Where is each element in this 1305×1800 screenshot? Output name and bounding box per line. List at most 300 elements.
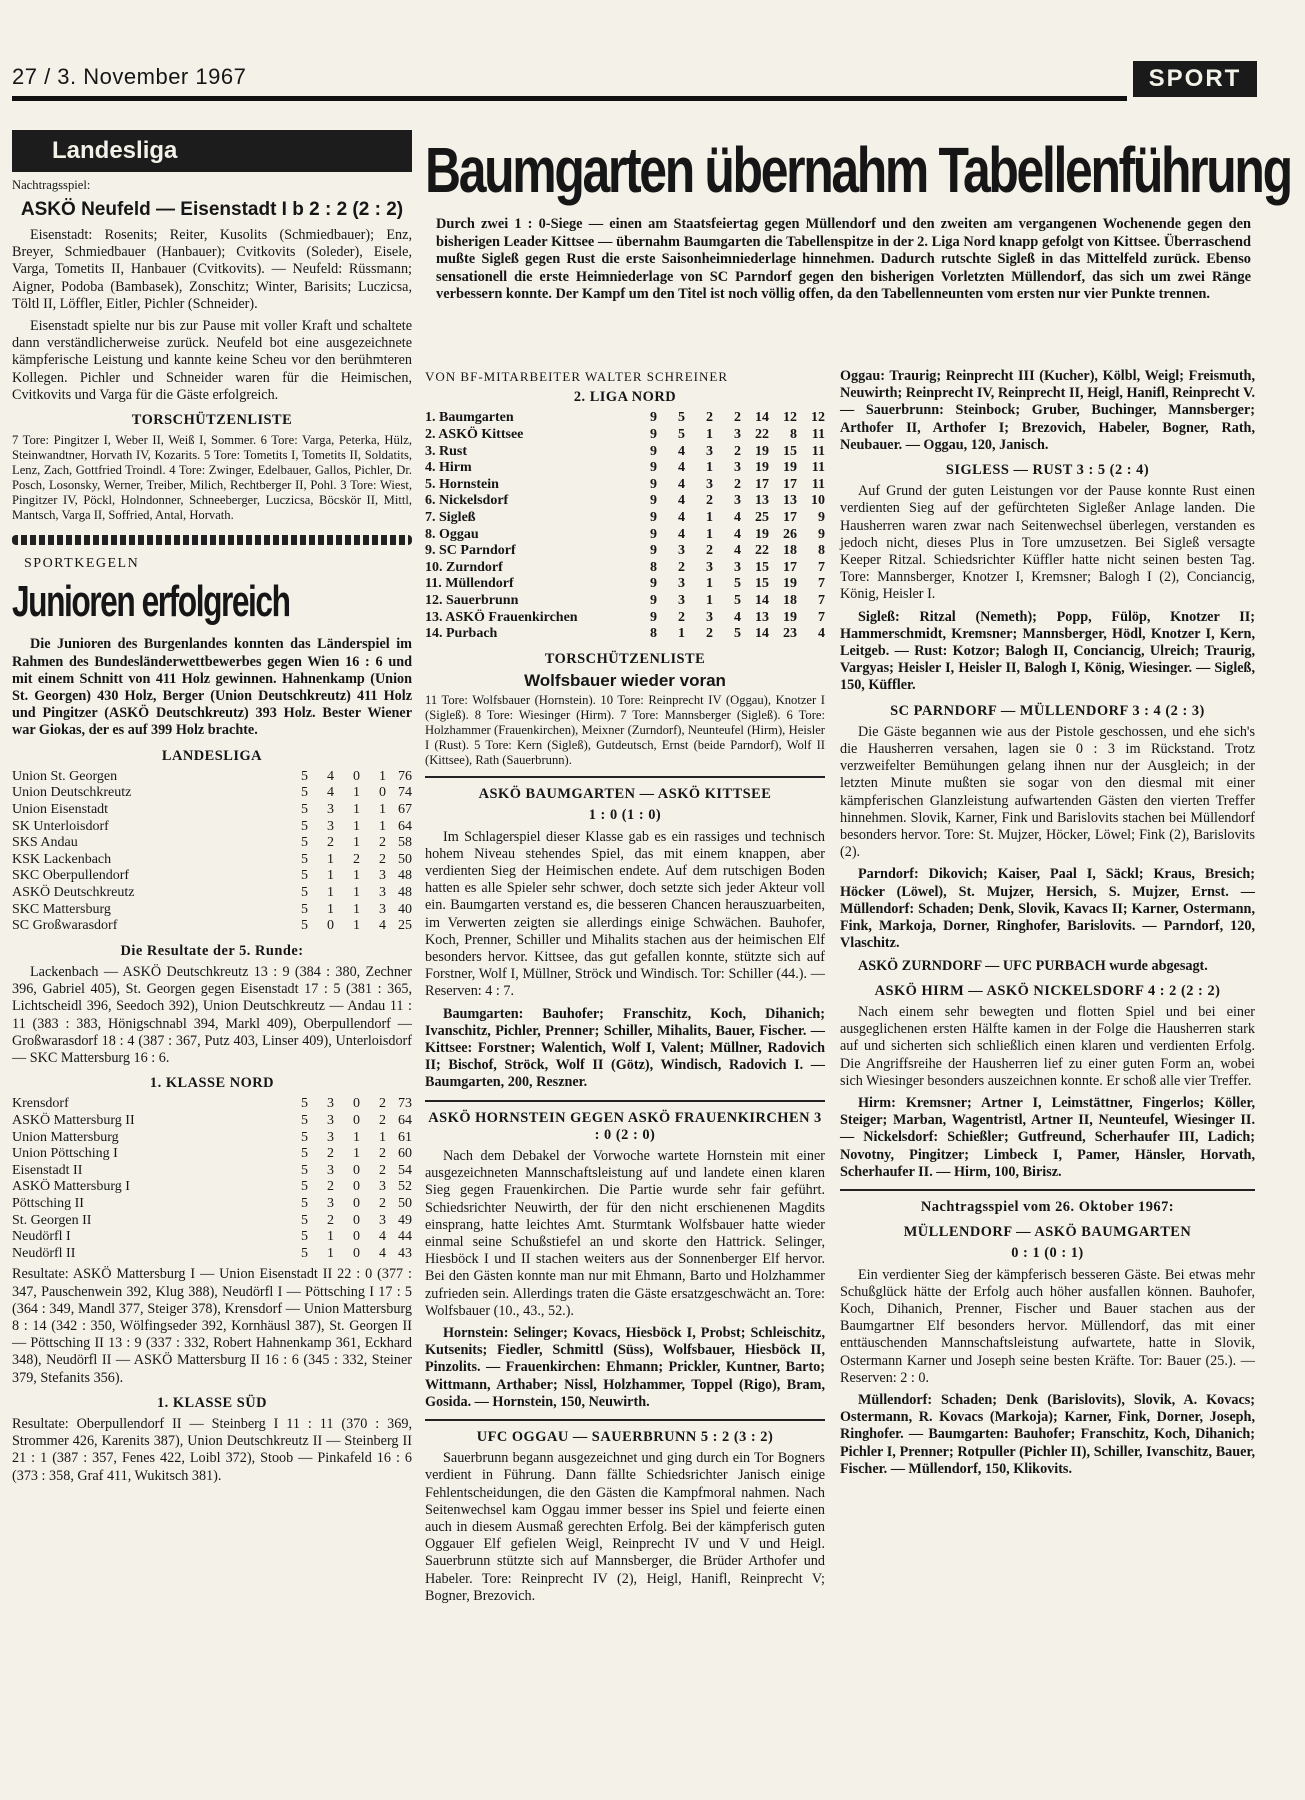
table-value: 1 [327, 868, 334, 884]
table-row [425, 510, 825, 527]
team-name: 1. Baumgarten [425, 410, 514, 426]
match2-title: ASKÖ HORNSTEIN GEGEN ASKÖ FRAUENKIRCHEN 3 : 0 (2 : 0) [428, 1109, 822, 1143]
table-value: 25 [755, 509, 769, 525]
table-value: 8 [790, 427, 797, 442]
table-value: 13 [783, 493, 797, 509]
table-value: 3 [678, 543, 685, 559]
table-row [12, 1163, 412, 1180]
table-value: 54 [398, 1162, 412, 1178]
table-value: 2 [734, 443, 741, 459]
table-value: 4 [379, 918, 386, 934]
table-value: 4 [678, 443, 685, 459]
table-value: 11 [811, 443, 825, 459]
table-value: 9 [650, 443, 657, 459]
table-value: 2 [734, 476, 741, 492]
table-value: 2 [678, 559, 685, 575]
table-row [425, 493, 825, 510]
team-name: 3. Rust [425, 443, 468, 459]
table-value: 3 [327, 802, 334, 818]
table-row [425, 576, 825, 593]
table-value: 49 [398, 1212, 412, 1228]
table-value: 67 [398, 802, 412, 818]
table-value: 19 [783, 609, 797, 625]
team-name: Union Eisenstadt [12, 802, 109, 818]
resultate-text: Lackenbach — ASKÖ Deutschkreutz 13 : 9 (384 : 380, Zechner 396, Gabriel 405), St. Georgen gegen Eisenstadt 17 : 5 (381 : 365, Lichtscheidl 396, Seedoch 392), Union Deutschkreutz — Andau 11 : 11 (383 : 383, Hönigschnabl 394, Markl 409), Oberpullendorf — Großwarasdorf 18 : 4 (387 : 367, Putz 403, Linser 409), Unterloisdorf — SKC Mattersburg 16 : 6. [12, 964, 412, 1067]
table-value: 5 [734, 626, 741, 642]
table-value: 3 [734, 559, 741, 575]
table-value: 40 [398, 901, 412, 917]
table-value: 1 [353, 885, 360, 901]
team-name: SKC Oberpullendorf [12, 868, 130, 884]
table-value: 1 [379, 768, 386, 784]
team-name: 8. Oggau [425, 526, 479, 542]
right-column [840, 368, 1255, 1483]
team-name: 12. Sauerbrunn [425, 592, 519, 608]
table-value: 1 [353, 868, 360, 884]
team-name: 11. Müllendorf [425, 576, 514, 592]
match5-lineup: Parndorf: Dikovich; Kaiser, Paal I, Säckl; Kraus, Bresich; Höcker (Löwel), St. Mujzer, Hersich, S. Mujzer, Ernst. — Müllendorf: Schaden; Denk, Slovik, Kavacs II; Karner, Ostermann, Fink, Markoja, Dorner, Ringhofer, Barislovits. — Parndorf, 120, Vlaschitz. [840, 866, 1255, 952]
table-value: 43 [398, 1245, 412, 1261]
table-value: 48 [398, 885, 412, 901]
landesliga-heading: LANDESLIGA [161, 747, 263, 764]
match1-report: Im Schlagerspiel dieser Klasse gab es ein rassiges und technisch hohem Niveau stehendes Spiel, das mit einem knappen, aber verdienten Sieg der Heimischen endete. Auf dem rutschigen Boden hatten es alle Spieler sehr schwer, doch setzte sich jeder Akteur voll ein. Baumgarten verstand es, die besseren Chancen herauszuarbeiten, im Verwerten zeigten sie allerdings einige Schwächen. Bauhofer, Koch, Prenner, Schiller und Mihalits stachen aus der heimischen Elf besonders hervor. Kittsee, das gut gefallen konnte, stützte sich auf Forstner, Wolf I, Müllner, Ströck und Windisch. Tor: Schiller (44.). — Reserven: 4 : 7. [425, 828, 825, 1000]
table-value: 7 [818, 559, 825, 575]
team-name: Pöttsching II [12, 1195, 84, 1211]
table-value: 5 [301, 1129, 308, 1145]
table-value: 11 [811, 476, 825, 492]
resultate-heading: Die Resultate der 5. Runde: [120, 942, 304, 959]
table-value: 2 [706, 543, 713, 559]
match5-title: SC PARNDORF — MÜLLENDORF 3 : 4 (2 : 3) [890, 702, 1205, 719]
table-value: 9 [650, 427, 657, 442]
table-row [12, 868, 412, 885]
table-value: 2 [327, 835, 334, 851]
team-name: 7. Sigleß [425, 509, 476, 525]
klasse-sued-heading: 1. KLASSE SÜD [156, 1394, 268, 1411]
table-row [12, 885, 412, 902]
table-value: 7 [818, 609, 825, 625]
table-value: 0 [353, 1195, 360, 1211]
table-value: 2 [379, 1096, 386, 1112]
table-value: 22 [755, 427, 769, 442]
table-value: 74 [398, 785, 412, 801]
table-value: 1 [353, 802, 360, 818]
table-value: 7 [818, 576, 825, 592]
table-value: 5 [301, 1245, 308, 1261]
table-value: 5 [301, 1195, 308, 1211]
table-value: 5 [301, 918, 308, 934]
table-value: 50 [398, 1195, 412, 1211]
table-value: 0 [353, 1162, 360, 1178]
table-value: 1 [353, 918, 360, 934]
team-name: SK Unterloisdorf [12, 818, 109, 834]
table-value: 44 [398, 1229, 412, 1245]
table-value: 0 [327, 918, 334, 934]
table-value: 5 [734, 576, 741, 592]
table-value: 5 [301, 885, 308, 901]
klasse-nord-results: Resultate: ASKÖ Mattersburg I — Union Eisenstadt II 22 : 0 (377 : 347, Pauschenwein 392, Klug 388), Neudörfl I — Pöttsching I 17 : 5 (364 : 349, Mandl 377, Steiger 378), Krensdorf — Union Mattersburg 8 : 14 (342 : 350, Wölfingseder 392, Kornhäusl 387), St. Georgen II — Pöttsching II 13 : 9 (337 : 332, Robert Hahnenkamp 361, Eckhard 348), Neudörfl II — ASKÖ Mattersburg II 16 : 6 (345 : 332, Steiner 379, Stefanits 356). [12, 1266, 412, 1386]
table-row [12, 1179, 412, 1196]
table-row [12, 1096, 412, 1113]
table-value: 15 [783, 443, 797, 459]
table-value: 2 [379, 1195, 386, 1211]
table-value: 3 [678, 576, 685, 592]
table-row [12, 1130, 412, 1147]
table-value: 1 [327, 1245, 334, 1261]
table-value: 9 [650, 543, 657, 559]
table-value: 8 [818, 543, 825, 559]
match7-lineup: Hirm: Kremsner; Artner I, Leimstättner, Fingerlos; Köller, Steiger; Marban, Wagentristl, Artner II, Neunteufel, Wiesinger II. — Nickelsdorf: Schießler; Gutfreund, Scherhaufer III, Ladich; Novotny, Pingitzer; Limbeck I, Pamer, Hänsler, Horvath, Scherhaufer II. — Hirm, 100, Birisz. [840, 1094, 1255, 1180]
match2-lineup: Hornstein: Selinger; Kovacs, Hiesböck I, Probst; Schleischitz, Kutsenits; Fiedler, Schmittl (Süss), Wolfsbauer, Hiesböck II, Pinzolits. — Frauenkirchen: Ehmann; Prickler, Kuntner, Barto; Wittmann, Arthaber; Nissl, Holzhammer, Toppel (Rigo), Bram, Gosida. — Hornstein, 150, Neuwirth. [425, 1325, 825, 1410]
match1-title: ASKÖ BAUMGARTEN — ASKÖ KITTSEE [478, 786, 772, 803]
table-value: 61 [398, 1129, 412, 1145]
table-value: 0 [353, 768, 360, 784]
table-value: 64 [398, 1113, 412, 1129]
table-row [12, 769, 412, 786]
match8-report: Ein verdienter Sieg der kämpferisch besseren Gäste. Bei etwas mehr Schußglück hätte der Erfolg auch höher ausfallen können. Bauhofer, Koch, Dihanich, Prenner, Fischer und Bauer stachen aus der Baumgartner Elf besonders hervor. Müllendorf, das mit einer enttäuschenden Mannschaftsleistung aufwartete, hatte in Slovik, Ostermann Karner und Joseph seine besten Kräfte. Tor: Bauer (25.). — Reserven: 2 : 0. [840, 1266, 1255, 1386]
table-value: 9 [650, 509, 657, 525]
match7-report: Nach einem sehr bewegten und flotten Spiel und bei einer ausgeglichenen ersten Hälfte kamen in der Folge die Hausherren stark auf und sicherten sich schließlich einen klaren und verdienten Erfolg. Die Angriffsreihe der Hausherren lief zu einer guten Form an, wobei sich Wiesinger besonders auszeichnen konnte. Er schoß alle vier Treffer. [840, 1003, 1255, 1089]
table-value: 3 [379, 1212, 386, 1228]
kegel-kicker: SPORTKEGELN [24, 556, 140, 572]
table-row [12, 852, 412, 869]
oggau-lineup: Oggau: Traurig; Reinprecht III (Kucher), Kölbl, Weigl; Freismuth, Neuwirth; Reinprecht IV, Reinprecht II, Heigl, Hanifl, Reinprecht V. — Sauerbrunn: Steinbock; Gruber, Buchinger, Mannsberger; Arthofer II, Arthofer I; Brezovich, Habeler, Bogner, Rath, Neubauer. — Oggau, 120, Janisch. [840, 368, 1255, 453]
table-row [425, 543, 825, 560]
table-row [425, 610, 825, 627]
table-value: 5 [301, 768, 308, 784]
table-value: 15 [755, 559, 769, 575]
table-value: 3 [734, 427, 741, 442]
table-value: 14 [755, 410, 769, 426]
table-value: 9 [818, 526, 825, 542]
table-value: 4 [818, 626, 825, 642]
table-value: 5 [301, 1179, 308, 1195]
scorers-list: 7 Tore: Pingitzer I, Weber II, Weiß I, Sommer. 6 Tore: Varga, Peterka, Hülz, Steinwandtner, Horvath IV, Kozarits. 5 Tore: Tometits I, Tometits II, Soldatits, Lenz, Zach, Gottfried Troindl. 4 Tore: Zwinger, Edelbauer, Gallos, Pichler, Dr. Posch, Losonsky, Werner, Treiber, Milich, Rechtberger II, Pohl. 3 Tore: Wiest, Pingitzer IV, Pöckl, Holndonner, Schneeberger, Luczicsa, Böcskör II, Mittl, Mantsch, Varga II, Soffried, Antal, Horvath. [12, 433, 412, 523]
table-value: 3 [379, 885, 386, 901]
match8-lineup: Müllendorf: Schaden; Denk (Barislovits), Slovik, A. Kovacs; Ostermann, R. Kovacs (Markoja); Karner, Fink, Dorner, Joseph, Ringhofer. — Baumgarten: Bauhofer; Franschitz, Koch, Dihanich; Pichler I, Prenner; Rotpuller (Pichler II), Schiller, Ivanschitz, Bauer, Fischer. — Müllendorf, 150, Klikovits. [840, 1391, 1255, 1477]
left-column [12, 130, 412, 1490]
table-row [12, 1196, 412, 1213]
table-row [425, 560, 825, 577]
team-name: 4. Hirm [425, 460, 472, 476]
table-row [425, 593, 825, 610]
table-row [12, 819, 412, 836]
table-value: 9 [650, 410, 657, 426]
table-value: 0 [353, 1229, 360, 1245]
table-value: 8 [650, 559, 657, 575]
klasse-nord-table [12, 1096, 412, 1262]
table-value: 1 [327, 885, 334, 901]
table-value: 73 [398, 1096, 412, 1112]
table-value: 4 [678, 460, 685, 476]
table-value: 18 [783, 592, 797, 608]
table-value: 19 [783, 460, 797, 476]
team-name: 13. ASKÖ Frauenkirchen [425, 609, 578, 625]
table-value: 4 [678, 493, 685, 509]
table-value: 0 [353, 1113, 360, 1129]
table-row [425, 427, 825, 444]
table-value: 1 [353, 785, 360, 801]
table-value: 5 [301, 1212, 308, 1228]
team-name: St. Georgen II [12, 1212, 92, 1228]
table-value: 1 [706, 576, 713, 592]
table-value: 9 [650, 592, 657, 608]
table-value: 0 [353, 1245, 360, 1261]
main-lead: Durch zwei 1 : 0-Siege — einen am Staatsfeiertag gegen Müllendorf und den zweiten am vergangenen Wochenende gegen den bisherigen Leader Kittsee — übernahm Baumgarten die Tabellenspitze in der 2. Liga Nord knapp gefolgt von Kittsee. Überraschend mußte Sigleß gegen Rust die erste Saisonheimniederlage hinnehmen. Dadurch rutschte Sigleß in das Mittelfeld zurück. Ebenso sensationell die erste Heimniederlage von SC Parndorf gegen den bisherigen Vorletzten Müllendorf, das sich um zwei Ränge verbessern konnte. Der Kampf um den Titel ist noch völlig offen, da den Tabellenneunten vom ersten nur vier Punkte trennen. [436, 216, 1251, 303]
table-row [425, 444, 825, 461]
table-value: 50 [398, 851, 412, 867]
team-name: ASKÖ Mattersburg I [12, 1179, 130, 1195]
table-value: 5 [678, 410, 685, 426]
table-value: 3 [379, 868, 386, 884]
table-value: 2 [706, 493, 713, 509]
main-headline: Baumgarten übernahm Tabellenführung [425, 134, 1291, 206]
kegel-lead: Die Junioren des Burgenlandes konnten das Länderspiel im Rahmen des Bundesländerwettbewerbes gegen Wien 16 : 6 und mit einem Schnitt von 411 Holz gewinnen. Hahnenkamp (Union St. Georgen) 430 Holz, Berger (Union Deutschkreutz) 411 Holz und Pingitzer (ASKÖ Deutschkreutz) 393 Holz. Bester Wiener war Giokas, der es auf 399 Holz brachte. [12, 636, 412, 739]
table-value: 4 [678, 476, 685, 492]
table-value: 0 [353, 1212, 360, 1228]
table-value: 11 [811, 460, 825, 476]
table-value: 1 [706, 592, 713, 608]
table-value: 9 [650, 576, 657, 592]
table-value: 19 [783, 576, 797, 592]
table-value: 2 [327, 1146, 334, 1162]
table-value: 2 [327, 1212, 334, 1228]
table-value: 5 [301, 835, 308, 851]
table-value: 9 [650, 526, 657, 542]
team-name: Neudörfl II [12, 1245, 76, 1261]
klasse-sued-results: Resultate: Oberpullendorf II — Steinberg I 11 : 11 (370 : 369, Strommer 426, Karenits 387), Union Deutschkreutz II — Steinberg II 21 : 1 (387 : 357, Fenes 422, Loibl 372), Stoob — Pinkafeld 16 : 6 (373 : 358, Graf 411, Wukitsch 381). [12, 1415, 412, 1484]
table-value: 5 [301, 818, 308, 834]
table-value: 19 [755, 526, 769, 542]
table-value: 0 [353, 1179, 360, 1195]
main-scorers-list: 11 Tore: Wolfsbauer (Hornstein). 10 Tore: Reinprecht IV (Oggau), Knotzer I (Sigleß). 8 Tore: Wiesinger (Hirm). 7 Tore: Mannsberger (Sigleß). 6 Tore: Holzhammer (Frauenkirchen), Meixner (Zurndorf), Neunteufel (Hirm), Heisler I (Rust). 5 Tore: Kern (Sigleß), Gutdeutsch, Ernst (beide Parndorf), Wolf II (Kittsee), Rath (Sauerbrunn). [425, 693, 825, 768]
team-name: Union Pöttsching I [12, 1146, 118, 1162]
table-value: 48 [398, 868, 412, 884]
table-value: 2 [379, 1113, 386, 1129]
team-name: Union Deutschkreutz [12, 785, 132, 801]
table-value: 18 [783, 543, 797, 559]
table-value: 1 [379, 802, 386, 818]
match7-title: ASKÖ HIRM — ASKÖ NICKELSDORF 4 : 2 (2 : 2) [874, 982, 1221, 999]
landesliga-table [12, 769, 412, 935]
team-name: Union Mattersburg [12, 1129, 119, 1145]
table-value: 5 [678, 427, 685, 442]
table-value: 2 [706, 410, 713, 426]
match8-score: 0 : 1 (0 : 1) [1011, 1245, 1084, 1262]
table-value: 9 [650, 460, 657, 476]
table-value: 3 [327, 1129, 334, 1145]
table-value: 1 [353, 835, 360, 851]
match-lineups: Eisenstadt: Rosenits; Reiter, Kusolits (Schmiedbauer); Enz, Breyer, Schmiedbauer (Hanbauer); Cvitkovits (Soleder), Eisele, Varga, Tometits II, Hanbauer (Cvitkovits). — Neufeld: Rüssmann; Aigner, Podoba (Bambasek), Zonschitz; Winter, Barisits; Luczicsa, Töltl II, Löffler, Eitler, Pichler (Schneider). [12, 227, 412, 312]
table-value: 5 [301, 785, 308, 801]
match5-report: Die Gäste begannen wie aus der Pistole geschossen, und ehe sich's die Hausherren versahen, lagen sie 0 : 3 im Rückstand. Trotz verzweifelter Bemühungen gelang ihnen nur der Ausgleich; in der letzten Minute mußten sie sogar von den diesmal mit einer kämpferischen Glanzleistung aufwartenden Gästen den vierten Treffer hinnehmen. Slovik, Karner, Fink und Barislovits stachen bei Müllendorf besonders hervor. Tore: St. Mujzer, Höcker, Löwel; Fink (2), Barislovits (2). [840, 723, 1255, 861]
table-value: 9 [650, 609, 657, 625]
table-row [425, 477, 825, 494]
table-row [12, 802, 412, 819]
table-value: 58 [398, 835, 412, 851]
table-value: 1 [379, 818, 386, 834]
table-value: 1 [353, 1146, 360, 1162]
table-value: 13 [755, 493, 769, 509]
table-value: 26 [783, 526, 797, 542]
table-value: 9 [650, 493, 657, 509]
table-value: 4 [678, 526, 685, 542]
table-value: 2 [734, 410, 741, 426]
section-badge: SPORT [1133, 61, 1257, 97]
table-value: 3 [706, 443, 713, 459]
team-name: KSK Lackenbach [12, 851, 112, 867]
table-value: 2 [379, 1146, 386, 1162]
table-value: 5 [301, 851, 308, 867]
table-value: 17 [783, 476, 797, 492]
table-value: 3 [327, 1096, 334, 1112]
main-scorers-subhead: Wolfsbauer wieder voran [524, 670, 726, 690]
table-value: 14 [755, 626, 769, 642]
klasse-nord-heading: 1. KLASSE NORD [149, 1075, 275, 1092]
table-row [12, 835, 412, 852]
divider [425, 776, 825, 778]
table-value: 1 [706, 509, 713, 525]
divider [840, 1189, 1255, 1191]
table-value: 1 [379, 1129, 386, 1145]
table-value: 5 [301, 868, 308, 884]
table-value: 0 [353, 1096, 360, 1112]
table-value: 5 [301, 802, 308, 818]
table-value: 1 [706, 427, 713, 442]
scorers-heading: TORSCHÜTZENLISTE [131, 412, 293, 429]
table-value: 3 [734, 460, 741, 476]
nachtrag-label: Nachtragsspiel: [12, 178, 91, 192]
table-value: 5 [301, 1113, 308, 1129]
table-row [425, 626, 825, 643]
issue-date: 27 / 3. November 1967 [12, 64, 247, 89]
table-value: 60 [398, 1146, 412, 1162]
table-value: 17 [783, 509, 797, 525]
table-value: 5 [734, 592, 741, 608]
team-name: ASKÖ Deutschkreutz [12, 885, 135, 901]
team-name: 2. ASKÖ Kittsee [425, 427, 524, 442]
divider [425, 1419, 825, 1421]
team-name: 6. Nickelsdorf [425, 493, 509, 509]
masthead [12, 64, 1257, 100]
table-value: 2 [353, 851, 360, 867]
table-row [12, 1229, 412, 1246]
table-value: 5 [301, 901, 308, 917]
table-value: 2 [379, 1162, 386, 1178]
table-value: 25 [398, 918, 412, 934]
table-value: 15 [755, 576, 769, 592]
table-row [12, 1113, 412, 1130]
match4-title: SIGLESS — RUST 3 : 5 (2 : 4) [945, 462, 1150, 479]
table-value: 17 [783, 559, 797, 575]
table-value: 5 [301, 1162, 308, 1178]
table-value: 9 [650, 476, 657, 492]
team-name: SC Großwarasdorf [12, 918, 118, 934]
team-name: Krensdorf [12, 1096, 69, 1112]
byline: VON BF-MITARBEITER WALTER SCHREINER [425, 369, 728, 384]
table-value: 1 [327, 901, 334, 917]
table-value: 4 [734, 526, 741, 542]
table-value: 4 [327, 768, 334, 784]
table-value: 3 [678, 592, 685, 608]
match2-report: Nach dem Debakel der Vorwoche wartete Hornstein mit einer ausgezeichneten Mannschaftsleistung auf und landete einen klaren Sieg gegen Frauenkirchen. Die Partie wurde sehr fair geführt. Schiedsrichter Neuwirth, der für den nicht erschienenen Magdits einsprang, hatte leichtes Amt. Sturmtank Wolfsbauer hatte wieder einmal seine Schußstiefel an und skorte den Hattrick. Selinger, Hiesböck I und II stachen weiters aus der Sonnenberger Elf hervor. Bei den Gästen konnte man nur mit Ehmann, Barto und Holzhammer zufrieden sein. Allerdings traten die Gäste ersatzgeschwächt an. Tore: Wolfsbauer (10., 43., 52.). [425, 1147, 825, 1319]
table-value: 4 [327, 785, 334, 801]
match-headline: ASKÖ Neufeld — Eisenstadt I b 2 : 2 (2 : 2) [20, 199, 404, 220]
table-value: 17 [755, 476, 769, 492]
match3-title: UFC OGGAU — SAUERBRUNN 5 : 2 (3 : 2) [476, 1429, 774, 1446]
table-value: 7 [818, 592, 825, 608]
table-value: 52 [398, 1179, 412, 1195]
team-name: ASKÖ Mattersburg II [12, 1113, 135, 1129]
masthead-rule [12, 96, 1127, 101]
match4-report: Auf Grund der guten Leistungen vor der Pause konnte Rust einen verdienten Sieg auf der gefürchteten Sigleßer Anlage landen. Die Hausherren waren zwar nach Seitenwechsel überlegen, verstanden es jedoch nicht, dieses Plus in Tore umzusetzen. Bei Sigleß versagte Keeper Ritzal. Schiedsrichter Küffler hatte nicht seinen besten Tag. Tore: Mannsberger, Knotzer I, Kremsner; Balogh I (2), Conciancig, König, Heisler I. [840, 483, 1255, 603]
table-value: 4 [379, 1229, 386, 1245]
team-name: 10. Zurndorf [425, 559, 503, 575]
match3-report: Sauerbrunn begann ausgezeichnet und ging durch ein Tor Bogners verdient in Führung. Dann fällte Schiedsrichter Janisch einige Fehlentscheidungen, die den Gästen die Kampfmoral nahmen. Nach Seitenwechsel kam Oggau immer besser ins Spiel und feierte einen auch in diesem Ausmaß gerechten Erfolg. Bei der kämpferisch guten Oggauer Elf gefielen Weigl, Reinprecht IV und V und Heigl. Sauerbrunn stützte sich auf Mannsberger, die Brüder Arthofer und Habeler. Tore: Reinprecht IV (2), Heigl, Hanifl, Reinprecht V; Bogner, Brezovich. [425, 1450, 825, 1604]
table-value: 4 [379, 1245, 386, 1261]
table-value: 0 [379, 785, 386, 801]
table-value: 4 [678, 509, 685, 525]
match4-lineup: Sigleß: Ritzal (Nemeth); Popp, Fülöp, Knotzer II; Hammerschmidt, Kremsner; Mannsberger, Hödl, Knotzer I, Kern, Leitgeb. — Rust: Kotzor; Balogh II, Conciancig, Ulreich; Traurig, Vargyas; Heisler I, Heisler II, Balogh I, König, Wiesinger. — Sigleß, 150, Küffler. [840, 608, 1255, 694]
table-value: 1 [706, 526, 713, 542]
table-value: 1 [327, 851, 334, 867]
match1-lineup: Baumgarten: Bauhofer; Franschitz, Koch, Dihanich; Ivanschitz, Pichler, Prenner; Schiller, Mihalits, Bauer, Fischer. — Kittsee: Forstner; Walentich, Wolf I, Valent; Müllner, Radovich II; Bischof, Ströck, Wolf II (Götz), Windisch, Radovich I. — Baumgarten, 200, Reszner. [425, 1005, 825, 1091]
table-row [12, 1213, 412, 1230]
table-value: 3 [379, 1179, 386, 1195]
table-value: 14 [755, 592, 769, 608]
table-value: 4 [734, 509, 741, 525]
table-row [12, 918, 412, 935]
table-value: 23 [783, 626, 797, 642]
team-name: Eisenstadt II [12, 1162, 83, 1178]
table-value: 3 [327, 1162, 334, 1178]
liga-table-heading: 2. LIGA NORD [573, 389, 677, 406]
table-value: 2 [706, 626, 713, 642]
team-name: Union St. Georgen [12, 768, 118, 784]
table-value: 2 [379, 851, 386, 867]
match6-note: ASKÖ ZURNDORF — UFC PURBACH wurde abgesagt. [858, 957, 1208, 974]
table-value: 3 [379, 901, 386, 917]
table-value: 1 [353, 1129, 360, 1145]
table-value: 2 [327, 1179, 334, 1195]
team-name: 5. Hornstein [425, 476, 499, 492]
table-value: 10 [811, 493, 825, 509]
table-value: 13 [755, 609, 769, 625]
table-value: 1 [327, 1229, 334, 1245]
table-row [12, 785, 412, 802]
table-value: 1 [706, 460, 713, 476]
table-value: 3 [327, 1113, 334, 1129]
wavy-divider [12, 535, 412, 545]
table-value: 3 [327, 1195, 334, 1211]
table-value: 19 [755, 443, 769, 459]
table-value: 3 [734, 493, 741, 509]
table-value: 1 [353, 818, 360, 834]
table-value: 64 [398, 818, 412, 834]
table-value: 1 [353, 901, 360, 917]
table-value: 2 [678, 609, 685, 625]
team-name: 14. Purbach [425, 626, 498, 642]
table-value: 1 [678, 626, 685, 642]
table-value: 22 [755, 543, 769, 559]
table-value: 5 [301, 1146, 308, 1162]
liga-table [425, 410, 825, 642]
kegel-headline: Junioren erfolgreich [12, 577, 290, 627]
table-row [12, 902, 412, 919]
table-row [425, 527, 825, 544]
table-value: 11 [811, 427, 825, 442]
divider [425, 1100, 825, 1102]
